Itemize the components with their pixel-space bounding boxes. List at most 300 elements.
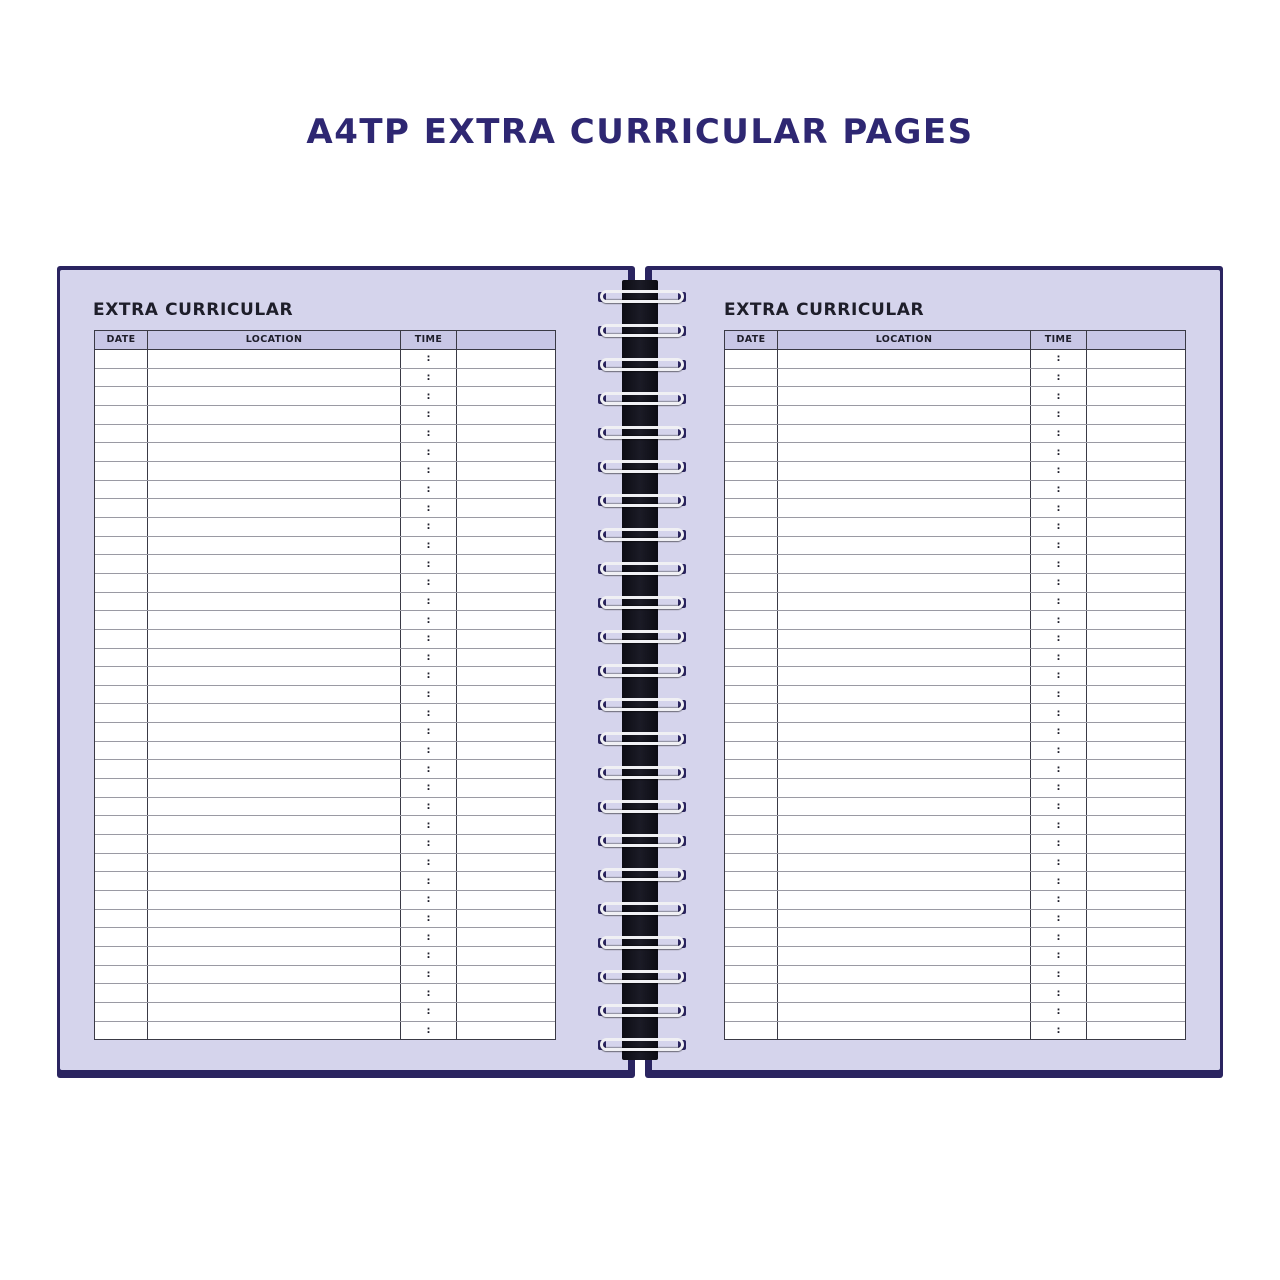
location-cell xyxy=(778,1022,1031,1040)
left-page-heading: EXTRA CURRICULAR xyxy=(93,300,294,320)
time-cell: : xyxy=(1031,742,1087,760)
coil-ring xyxy=(594,288,690,306)
table-row xyxy=(725,462,1185,481)
time-cell: : xyxy=(1031,406,1087,424)
location-cell xyxy=(778,947,1031,965)
table-row xyxy=(725,369,1185,388)
coil-ring xyxy=(594,356,690,374)
notes-cell xyxy=(457,742,555,760)
location-cell xyxy=(778,779,1031,797)
date-cell xyxy=(95,387,148,405)
notes-cell xyxy=(457,425,555,443)
notes-cell xyxy=(457,1022,555,1040)
left-table-body xyxy=(95,350,555,1039)
time-cell: : xyxy=(1031,518,1087,536)
time-cell: : xyxy=(1031,910,1087,928)
location-cell xyxy=(778,462,1031,480)
page-title: A4TP EXTRA CURRICULAR PAGES xyxy=(306,112,974,152)
table-row xyxy=(95,947,555,966)
date-cell xyxy=(95,910,148,928)
notes-cell xyxy=(1087,779,1185,797)
time-cell: : xyxy=(401,798,457,816)
location-cell xyxy=(148,1003,401,1021)
location-cell xyxy=(148,443,401,461)
coil-wire xyxy=(600,630,684,643)
time-cell: : xyxy=(1031,1022,1087,1040)
time-cell: : xyxy=(1031,555,1087,573)
date-cell xyxy=(95,499,148,517)
time-cell: : xyxy=(401,779,457,797)
table-row xyxy=(95,910,555,929)
table-row xyxy=(725,537,1185,556)
date-cell xyxy=(95,462,148,480)
location-cell xyxy=(148,425,401,443)
coil-wire xyxy=(600,902,684,915)
time-cell: : xyxy=(1031,704,1087,722)
coil-wire xyxy=(600,494,684,507)
date-cell xyxy=(725,611,778,629)
notes-cell xyxy=(457,499,555,517)
time-cell: : xyxy=(1031,835,1087,853)
table-row xyxy=(95,667,555,686)
time-cell: : xyxy=(1031,928,1087,946)
time-cell: : xyxy=(401,723,457,741)
time-cell: : xyxy=(1031,443,1087,461)
table-row xyxy=(95,369,555,388)
right-page xyxy=(652,270,1220,1070)
notes-cell xyxy=(457,350,555,368)
table-row xyxy=(725,387,1185,406)
table-row xyxy=(95,425,555,444)
time-cell: : xyxy=(401,350,457,368)
coil-wire xyxy=(600,936,684,949)
date-cell xyxy=(725,1022,778,1040)
date-cell xyxy=(95,350,148,368)
location-cell xyxy=(148,499,401,517)
location-cell xyxy=(778,630,1031,648)
time-cell: : xyxy=(1031,947,1087,965)
location-cell xyxy=(778,742,1031,760)
coil-ring xyxy=(594,968,690,986)
date-cell xyxy=(725,630,778,648)
time-cell: : xyxy=(401,816,457,834)
location-cell xyxy=(778,723,1031,741)
location-cell xyxy=(778,387,1031,405)
date-cell xyxy=(95,630,148,648)
table-row xyxy=(95,966,555,985)
location-cell xyxy=(778,499,1031,517)
table-row xyxy=(95,686,555,705)
location-cell xyxy=(778,854,1031,872)
notes-cell xyxy=(1087,387,1185,405)
coil-ring xyxy=(594,322,690,340)
table-row xyxy=(95,481,555,500)
date-cell xyxy=(95,928,148,946)
table-row xyxy=(725,704,1185,723)
location-cell xyxy=(148,928,401,946)
column-header-location: LOCATION xyxy=(148,331,401,349)
notes-cell xyxy=(1087,704,1185,722)
date-cell xyxy=(95,369,148,387)
time-cell: : xyxy=(401,872,457,890)
date-cell xyxy=(725,704,778,722)
notes-cell xyxy=(1087,742,1185,760)
location-cell xyxy=(148,1022,401,1040)
location-cell xyxy=(148,574,401,592)
coil-wire xyxy=(600,970,684,983)
time-cell: : xyxy=(401,1003,457,1021)
notes-cell xyxy=(1087,593,1185,611)
time-cell: : xyxy=(1031,481,1087,499)
coil-ring xyxy=(594,628,690,646)
location-cell xyxy=(778,481,1031,499)
right-log-table xyxy=(724,330,1186,1040)
date-cell xyxy=(95,891,148,909)
table-row xyxy=(95,760,555,779)
table-row xyxy=(725,910,1185,929)
location-cell xyxy=(148,667,401,685)
table-row xyxy=(95,518,555,537)
column-header-location: LOCATION xyxy=(778,331,1031,349)
date-cell xyxy=(95,872,148,890)
column-header-blank xyxy=(1087,331,1185,349)
table-row xyxy=(725,481,1185,500)
location-cell xyxy=(778,574,1031,592)
time-cell: : xyxy=(1031,574,1087,592)
time-cell: : xyxy=(401,499,457,517)
table-row xyxy=(725,574,1185,593)
notes-cell xyxy=(457,854,555,872)
location-cell xyxy=(148,593,401,611)
location-cell xyxy=(148,779,401,797)
notes-cell xyxy=(457,723,555,741)
coil-ring xyxy=(594,424,690,442)
location-cell xyxy=(148,649,401,667)
date-cell xyxy=(725,854,778,872)
notes-cell xyxy=(1087,499,1185,517)
date-cell xyxy=(725,760,778,778)
location-cell xyxy=(148,704,401,722)
table-row xyxy=(725,928,1185,947)
time-cell: : xyxy=(1031,779,1087,797)
notes-cell xyxy=(1087,369,1185,387)
location-cell xyxy=(778,816,1031,834)
time-cell: : xyxy=(1031,816,1087,834)
notes-cell xyxy=(457,555,555,573)
location-cell xyxy=(778,667,1031,685)
coil-ring xyxy=(594,866,690,884)
table-row xyxy=(95,723,555,742)
date-cell xyxy=(95,574,148,592)
notes-cell xyxy=(1087,798,1185,816)
table-row xyxy=(95,854,555,873)
date-cell xyxy=(95,760,148,778)
location-cell xyxy=(778,555,1031,573)
time-cell: : xyxy=(1031,611,1087,629)
time-cell: : xyxy=(401,574,457,592)
location-cell xyxy=(778,760,1031,778)
date-cell xyxy=(95,854,148,872)
time-cell: : xyxy=(1031,686,1087,704)
notes-cell xyxy=(1087,928,1185,946)
table-row xyxy=(95,835,555,854)
table-row xyxy=(95,499,555,518)
coil-wire xyxy=(600,1038,684,1051)
location-cell xyxy=(148,760,401,778)
date-cell xyxy=(95,555,148,573)
date-cell xyxy=(95,779,148,797)
notes-cell xyxy=(1087,686,1185,704)
date-cell xyxy=(725,387,778,405)
table-row xyxy=(725,499,1185,518)
time-cell: : xyxy=(1031,350,1087,368)
location-cell xyxy=(148,555,401,573)
column-header-blank xyxy=(457,331,555,349)
time-cell: : xyxy=(401,966,457,984)
time-cell: : xyxy=(1031,537,1087,555)
location-cell xyxy=(778,798,1031,816)
table-row xyxy=(725,686,1185,705)
left-table-header xyxy=(95,331,555,350)
location-cell xyxy=(778,910,1031,928)
coil-wire xyxy=(600,392,684,405)
coil-ring xyxy=(594,662,690,680)
right-table-body xyxy=(725,350,1185,1039)
date-cell xyxy=(95,518,148,536)
location-cell xyxy=(778,891,1031,909)
table-row xyxy=(725,835,1185,854)
coil-ring xyxy=(594,560,690,578)
table-row xyxy=(725,667,1185,686)
time-cell: : xyxy=(401,704,457,722)
table-row xyxy=(95,462,555,481)
table-row xyxy=(725,649,1185,668)
time-cell: : xyxy=(401,1022,457,1040)
coil-ring xyxy=(594,900,690,918)
date-cell xyxy=(725,966,778,984)
date-cell xyxy=(725,779,778,797)
coil-wire xyxy=(600,528,684,541)
time-cell: : xyxy=(401,984,457,1002)
notes-cell xyxy=(457,667,555,685)
time-cell: : xyxy=(1031,723,1087,741)
notes-cell xyxy=(457,984,555,1002)
time-cell: : xyxy=(1031,387,1087,405)
location-cell xyxy=(148,910,401,928)
location-cell xyxy=(778,984,1031,1002)
coil-ring xyxy=(594,934,690,952)
date-cell xyxy=(725,667,778,685)
location-cell xyxy=(778,649,1031,667)
time-cell: : xyxy=(401,742,457,760)
table-row xyxy=(725,760,1185,779)
coil-wire xyxy=(600,766,684,779)
coil-wire xyxy=(600,290,684,303)
notes-cell xyxy=(457,369,555,387)
notes-cell xyxy=(1087,816,1185,834)
notes-cell xyxy=(457,928,555,946)
time-cell: : xyxy=(1031,872,1087,890)
table-row xyxy=(95,406,555,425)
table-row xyxy=(95,574,555,593)
time-cell: : xyxy=(1031,1003,1087,1021)
notes-cell xyxy=(1087,910,1185,928)
table-row xyxy=(95,1003,555,1022)
notes-cell xyxy=(1087,1022,1185,1040)
table-row xyxy=(95,891,555,910)
location-cell xyxy=(778,593,1031,611)
date-cell xyxy=(95,816,148,834)
notes-cell xyxy=(1087,854,1185,872)
location-cell xyxy=(148,835,401,853)
notes-cell xyxy=(1087,518,1185,536)
date-cell xyxy=(725,816,778,834)
table-row xyxy=(725,816,1185,835)
location-cell xyxy=(148,611,401,629)
table-row xyxy=(725,891,1185,910)
coil-wire xyxy=(600,1004,684,1017)
date-cell xyxy=(725,723,778,741)
notes-cell xyxy=(1087,872,1185,890)
date-cell xyxy=(725,891,778,909)
table-row xyxy=(725,350,1185,369)
notes-cell xyxy=(1087,611,1185,629)
notes-cell xyxy=(457,630,555,648)
location-cell xyxy=(778,537,1031,555)
date-cell xyxy=(725,537,778,555)
table-row xyxy=(725,779,1185,798)
location-cell xyxy=(148,369,401,387)
date-cell xyxy=(725,406,778,424)
time-cell: : xyxy=(401,760,457,778)
date-cell xyxy=(95,1022,148,1040)
table-row xyxy=(95,984,555,1003)
time-cell: : xyxy=(401,947,457,965)
coil-ring xyxy=(594,1036,690,1054)
notes-cell xyxy=(1087,555,1185,573)
date-cell xyxy=(725,425,778,443)
location-cell xyxy=(148,872,401,890)
date-cell xyxy=(95,947,148,965)
location-cell xyxy=(778,928,1031,946)
notes-cell xyxy=(1087,443,1185,461)
notes-cell xyxy=(457,593,555,611)
time-cell: : xyxy=(1031,649,1087,667)
notes-cell xyxy=(457,518,555,536)
notes-cell xyxy=(1087,760,1185,778)
table-row xyxy=(725,966,1185,985)
notes-cell xyxy=(1087,667,1185,685)
notes-cell xyxy=(1087,481,1185,499)
location-cell xyxy=(148,723,401,741)
date-cell xyxy=(95,667,148,685)
location-cell xyxy=(148,816,401,834)
notes-cell xyxy=(457,1003,555,1021)
date-cell xyxy=(725,462,778,480)
time-cell: : xyxy=(1031,891,1087,909)
time-cell: : xyxy=(401,667,457,685)
coil-ring xyxy=(594,798,690,816)
notes-cell xyxy=(457,537,555,555)
location-cell xyxy=(148,891,401,909)
left-page xyxy=(60,270,628,1070)
notes-cell xyxy=(1087,1003,1185,1021)
date-cell xyxy=(725,574,778,592)
time-cell: : xyxy=(401,593,457,611)
table-row xyxy=(725,1003,1185,1022)
notes-cell xyxy=(1087,350,1185,368)
table-row xyxy=(725,555,1185,574)
notes-cell xyxy=(457,816,555,834)
location-cell xyxy=(778,966,1031,984)
table-row xyxy=(725,854,1185,873)
location-cell xyxy=(148,630,401,648)
location-cell xyxy=(148,798,401,816)
notes-cell xyxy=(1087,630,1185,648)
time-cell: : xyxy=(1031,499,1087,517)
coil-wire xyxy=(600,834,684,847)
notes-cell xyxy=(1087,406,1185,424)
date-cell xyxy=(95,649,148,667)
notes-cell xyxy=(457,686,555,704)
table-row xyxy=(725,742,1185,761)
notes-cell xyxy=(457,835,555,853)
table-row xyxy=(725,1022,1185,1040)
location-cell xyxy=(148,966,401,984)
location-cell xyxy=(778,425,1031,443)
location-cell xyxy=(148,387,401,405)
time-cell: : xyxy=(401,537,457,555)
time-cell: : xyxy=(401,387,457,405)
date-cell xyxy=(725,369,778,387)
table-row xyxy=(95,630,555,649)
table-row xyxy=(95,928,555,947)
notes-cell xyxy=(457,574,555,592)
coil-ring xyxy=(594,390,690,408)
notes-cell xyxy=(457,891,555,909)
coil-ring xyxy=(594,1002,690,1020)
notes-cell xyxy=(1087,947,1185,965)
notes-cell xyxy=(457,387,555,405)
location-cell xyxy=(148,462,401,480)
location-cell xyxy=(148,686,401,704)
coil-wire xyxy=(600,358,684,371)
notes-cell xyxy=(1087,649,1185,667)
coil-ring xyxy=(594,764,690,782)
coil-ring xyxy=(594,696,690,714)
notes-cell xyxy=(457,611,555,629)
location-cell xyxy=(148,518,401,536)
date-cell xyxy=(95,443,148,461)
location-cell xyxy=(148,854,401,872)
location-cell xyxy=(148,742,401,760)
date-cell xyxy=(725,686,778,704)
date-cell xyxy=(725,518,778,536)
notes-cell xyxy=(457,966,555,984)
date-cell xyxy=(725,555,778,573)
time-cell: : xyxy=(1031,630,1087,648)
notes-cell xyxy=(457,947,555,965)
date-cell xyxy=(725,947,778,965)
coil-wire xyxy=(600,426,684,439)
table-row xyxy=(95,779,555,798)
table-row xyxy=(95,704,555,723)
notes-cell xyxy=(457,910,555,928)
notes-cell xyxy=(457,798,555,816)
table-row xyxy=(725,798,1185,817)
coil-ring xyxy=(594,492,690,510)
table-row xyxy=(95,816,555,835)
